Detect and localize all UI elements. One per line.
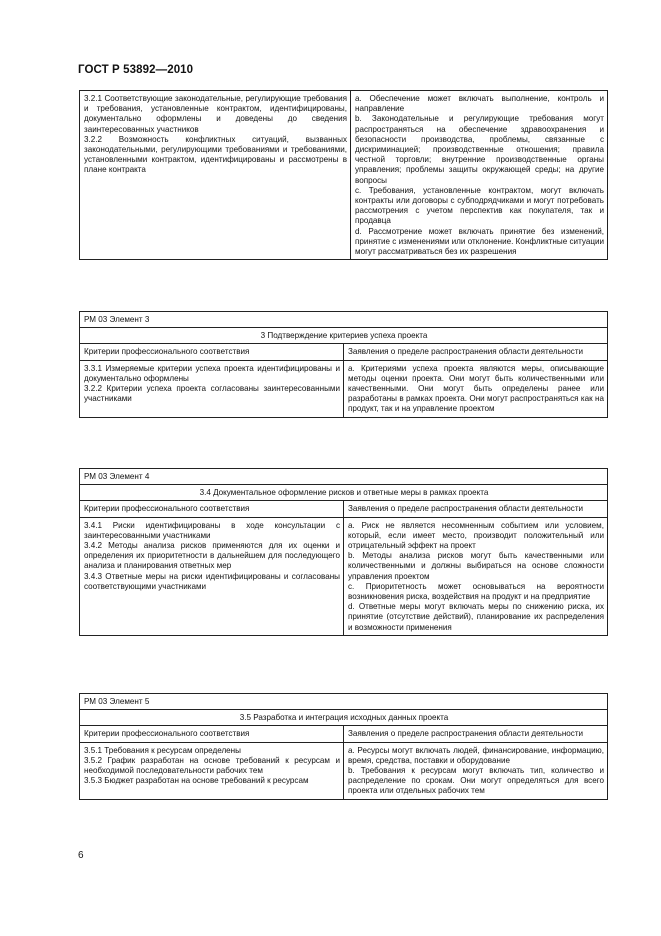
section-title: 3.5 Разработка и интеграция исходных данных проекта xyxy=(80,710,608,726)
table-row xyxy=(80,694,608,710)
criteria-table-element-3 xyxy=(79,311,608,418)
statement-item: a. Риск не является несомненным событием или условием, который, если имеет место, производит положительный или отрицательный эффект на проект xyxy=(348,520,604,551)
element-label: РМ 03 Элемент 4 xyxy=(80,469,608,485)
table-row xyxy=(80,710,608,726)
criteria-item: 3.4.2 Методы анализа рисков применяются для их оценки и определения их приоритетности в дальнейшем для последующего анализа и планирования ответных мер xyxy=(84,541,340,571)
statement-item: b. Законодательные и регулирующие требования могут распространяться на обеспечение здравоохранения и безопасности производства, проблемы, связанные с дискриминацией; производственные отношения; правила честной торговли; внутренние производственные органы управления; проблемы защиты окружающей среды; на другие вопросы xyxy=(355,114,604,185)
range-statement-cell xyxy=(344,742,608,799)
table-row xyxy=(80,360,608,417)
statement-item: c. Требования, установленные контрактом, могут включать контракты или договоры с субподрядчиками и могут потребовать рассмотрения с учетом перспектив как покупателя, так и продавца xyxy=(355,185,604,226)
criteria-cell xyxy=(80,91,351,260)
table-row xyxy=(80,312,608,328)
table-row xyxy=(80,91,608,260)
column-header-statements: Заявления о пределе распространения области деятельности xyxy=(344,726,608,742)
criteria-item: 3.5.2 График разработан на основе требований к ресурсам и необходимой последовательности рабочих тем xyxy=(84,755,340,776)
statement-item: c. Приоритетность может основываться на вероятности возникновения риска, воздействия на продукт и на предприятие xyxy=(348,581,604,602)
table-row xyxy=(80,726,608,742)
page-number: 6 xyxy=(78,850,84,861)
table-row xyxy=(80,469,608,485)
element-label: РМ 03 Элемент 3 xyxy=(80,312,608,328)
statement-item: b. Требования к ресурсам могут включать тип, количество и распределение по срокам. Они могут определяться для всего проекта или отдельных рабочих тем xyxy=(348,766,604,796)
criteria-table-3-2 xyxy=(79,90,608,260)
criteria-table-element-5 xyxy=(79,693,608,800)
column-header-criteria: Критерии профессионального соответствия xyxy=(80,501,344,517)
column-header-criteria: Критерии профессионального соответствия xyxy=(80,344,344,360)
criteria-cell xyxy=(80,360,344,417)
element-label: РМ 03 Элемент 5 xyxy=(80,694,608,710)
criteria-item: 3.4.1 Риски идентифицированы в ходе консультации с заинтересованными участниками xyxy=(84,520,340,540)
criteria-item: 3.3.1 Измеряемые критерии успеха проекта идентифицированы и документально оформлены xyxy=(84,363,340,383)
table-row xyxy=(80,501,608,517)
table-row xyxy=(80,517,608,635)
table-row xyxy=(80,328,608,344)
statement-item: b. Методы анализа рисков могут быть качественными или количественными и должны выбираться на основе сложности управления проектом xyxy=(348,551,604,581)
criteria-table-element-4 xyxy=(79,468,608,636)
statement-item: a. Обеспечение может включать выполнение, контроль и направление xyxy=(355,94,604,114)
section-title: 3.4 Документальное оформление рисков и ответные меры в рамках проекта xyxy=(80,485,608,501)
column-header-statements: Заявления о пределе распространения области деятельности xyxy=(344,501,608,517)
range-statement-cell xyxy=(344,360,608,417)
criteria-item: 3.2.2 Возможность конфликтных ситуаций, вызванных законодательными, регулирующими требованиями и требованиями, установленными контрактом, идентифицированы и рассмотрены в плане контракта xyxy=(84,134,347,175)
range-statement-cell xyxy=(344,517,608,635)
criteria-cell xyxy=(80,517,344,635)
table-row xyxy=(80,344,608,360)
table-row xyxy=(80,742,608,799)
criteria-cell xyxy=(80,742,344,799)
statement-item: a. Ресурсы могут включать людей, финансирование, информацию, время, средства, поставки и оборудование xyxy=(348,745,604,765)
criteria-item: 3.5.3 Бюджет разработан на основе требований к ресурсам xyxy=(84,776,309,786)
statement-item: d. Рассмотрение может включать принятие без изменений, принятие с изменениями или отклонение. Конфликтные ситуации могут рассматриваться без их разрешения xyxy=(355,226,604,257)
section-title: 3 Подтверждение критериев успеха проекта xyxy=(80,328,608,344)
table-row xyxy=(80,485,608,501)
column-header-criteria: Критерии профессионального соответствия xyxy=(80,726,344,742)
criteria-item: 3.2.1 Соответствующие законодательные, регулирующие требования и требования, установленные контрактом, идентифицированы, документально оформлены и доведены до сведения заинтересованных участников xyxy=(84,94,347,134)
range-statement-cell xyxy=(351,91,608,260)
document-header: ГОСТ Р 53892—2010 xyxy=(78,64,194,76)
criteria-item: 3.2.2 Критерии успеха проекта согласованы заинтересованными участниками xyxy=(84,384,340,404)
criteria-item: 3.4.3 Ответные меры на риски идентифицированы и согласованы соответствующими участниками xyxy=(84,571,340,591)
statement-item: d. Ответные меры могут включать меры по снижению риска, их принятие (отсутствие действий), планирование их распределения и возможности применения xyxy=(348,602,604,632)
criteria-item: 3.5.1 Требования к ресурсам определены xyxy=(84,745,241,755)
statement-item: a. Критериями успеха проекта являются меры, описывающие методы оценки проекта. Они могут быть количественными или качественными. Они могут быть определены ранее или разработаны в рамках проекта. Они могут распространяться как на продукт, так и на управление проектом xyxy=(348,363,604,414)
column-header-statements: Заявления о пределе распространения области деятельности xyxy=(344,344,608,360)
